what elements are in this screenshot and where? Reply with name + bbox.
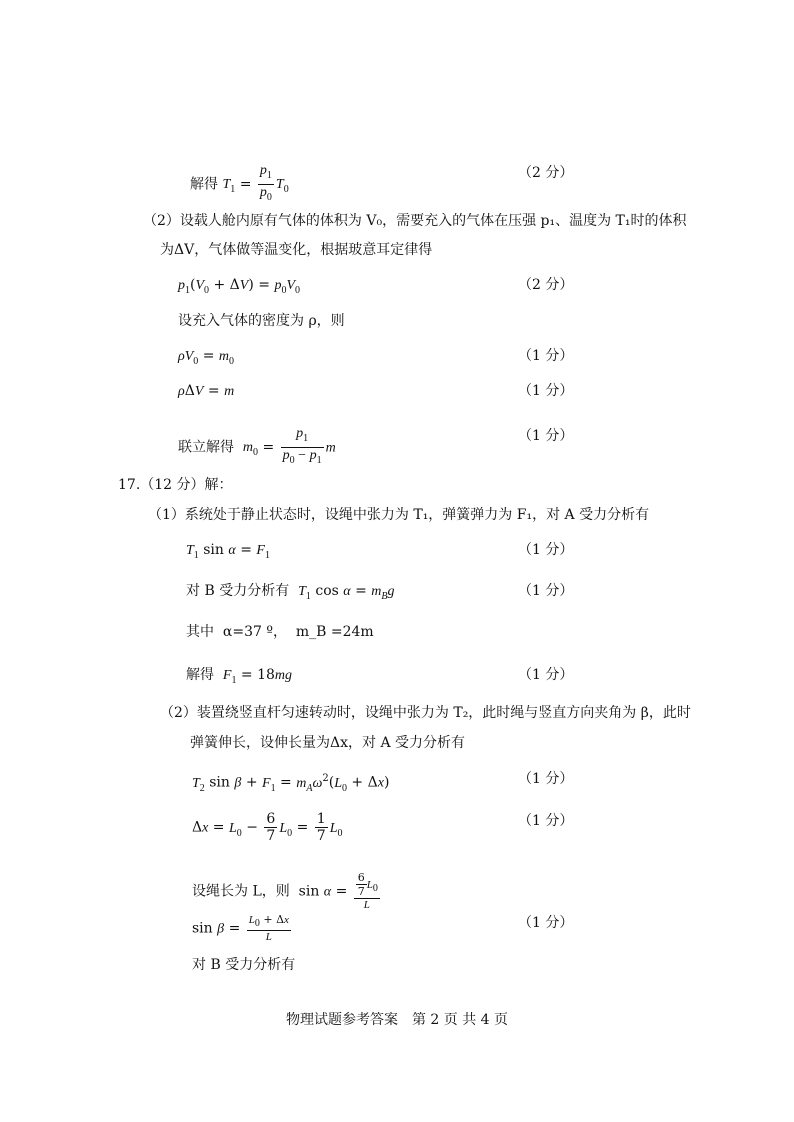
q17-2-text-1: （2）装置绕竖直杆匀速转动时，设绳中张力为 T₂，此时绳与竖直方向夹角为 β，此时 (160, 705, 691, 721)
b-analysis-label: 对 B 受力分析有 (186, 583, 290, 599)
rope-label: 设绳长为 L，则 (192, 883, 290, 900)
score: （2 分） (518, 277, 574, 293)
equation-rho-dv: ρΔV = m (178, 383, 235, 399)
equation-rho-v0: $\rho V_0 = m_0$ (178, 348, 235, 367)
equation-t1-sin: $T_1$ $\sin \alpha = F_1$ (186, 542, 270, 561)
score: （1 分） (518, 813, 574, 829)
q17-header: 17.（12 分）解： (118, 477, 233, 493)
q17-1-text: （1）系统处于静止状态时，设绳中张力为 T₁，弹簧弹力为 F₁，对 A 受力分析有 (148, 507, 650, 523)
score: （1 分） (518, 383, 574, 399)
fraction: $\frac{L_0 + \Delta x}{L}$ (248, 913, 289, 944)
score: （1 分） (518, 583, 574, 599)
where-alpha: α=37 º， (222, 624, 287, 640)
q2-text-2: 为ΔV，气体做等温变化，根据玻意耳定律得 (160, 242, 433, 258)
equation-sin-alpha: 设绳长为 L，则 sin α = $\frac{6}{7}$ $L_0$ L (192, 871, 378, 911)
where-label: 其中 (186, 624, 214, 640)
q2-text-1: （2）设载人舱内原有气体的体积为 V₀，需要充入的气体在压强 p₁、温度为 T₁时的体积 (143, 213, 687, 229)
b-analysis-2: 对 B 受力分析有 (192, 957, 296, 973)
equation-sin-beta: sin β = $\frac{L_0 + \Delta x}{L}$ (192, 913, 289, 944)
solve-f1-label: 解得 (186, 667, 214, 683)
fraction: $\frac{p_1}{p_0 - p_1}$ (282, 426, 322, 466)
fraction: $\frac{1}{7}$ (316, 811, 326, 844)
equation-boyle: $p_1(V_0 + \Delta V) = p_0V_0$ (178, 277, 300, 296)
where-line (186, 622, 374, 642)
score: （1 分） (518, 667, 574, 683)
q17-2-text-2: 弹簧伸长，设伸长量为Δx，对 A 受力分析有 (190, 735, 466, 751)
page-footer: 物理试题参考答案 第 2 页 共 4 页 (285, 1012, 509, 1028)
fraction: $\frac{p_1}{p_0}$ (259, 163, 272, 203)
score: （1 分） (518, 542, 574, 558)
score: （1 分） (518, 348, 574, 364)
equation-dx: $\Delta x = L_0$ − $\frac{6}{7}$ $L_0$ = $\frac{1}{7}$ $L_0$ (192, 811, 343, 844)
solve-label: 解得 (190, 176, 218, 193)
score: （2 分） (518, 165, 574, 181)
equation-m0: 联立解得 $m_0$ = $\frac{p_1}{p_0 - p_1}$ m (178, 426, 336, 469)
score: （1 分） (518, 428, 574, 444)
equation-t2: $T_2$ $\sin \beta + F_1 = m_A\omega^2(L_0 + \Delta x)$ (192, 773, 390, 794)
score: （1 分） (518, 771, 574, 787)
equation-b-cos: 对 B 受力分析有 $T_1$ $\cos \alpha = m_Bg$ (186, 583, 395, 602)
equation-t1: 解得 $T_1$ = $\frac{p_1}{p_0}$ $T_0$ (190, 163, 289, 206)
fraction: $\frac{6}{7}$ (266, 811, 276, 844)
density-text: 设充入气体的密度为 ρ，则 (178, 313, 345, 329)
fraction: $\frac{6}{7}$ $L_0$ L (354, 871, 380, 912)
equation-f1: 解得 $F_1 = 18mg$ (186, 667, 293, 686)
joint-solve-label: 联立解得 (178, 439, 234, 456)
where-mb: m_B =24m (295, 624, 374, 640)
score: （1 分） (518, 915, 574, 931)
